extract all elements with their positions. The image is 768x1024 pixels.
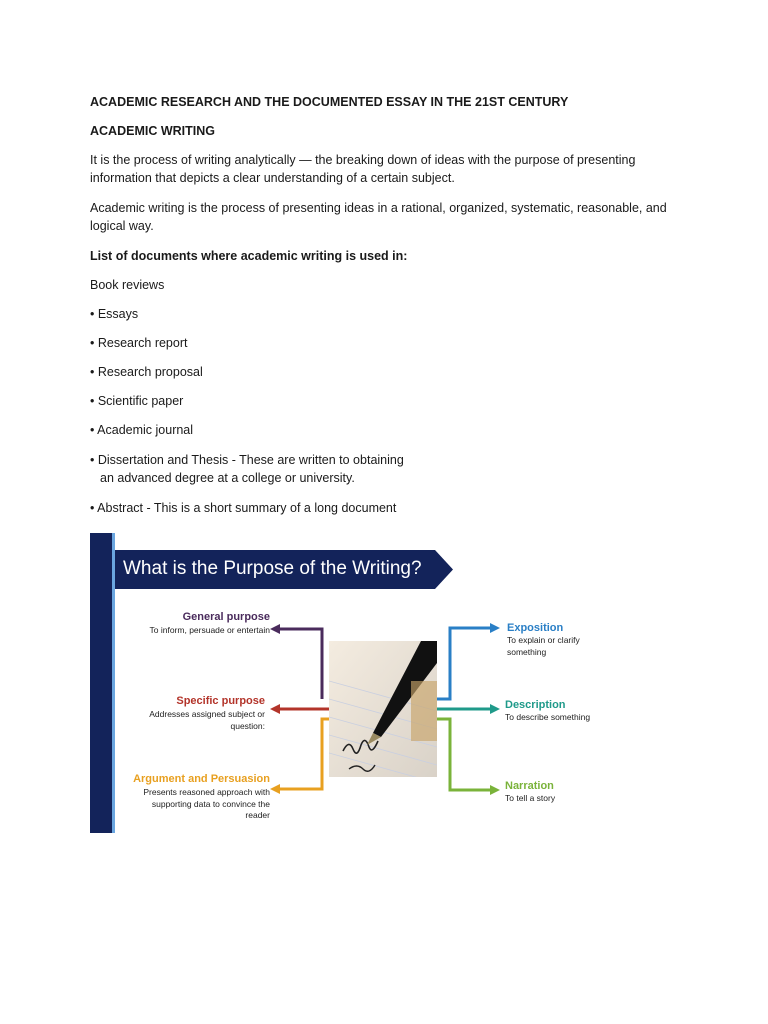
section-heading: ACADEMIC WRITING [90,124,215,138]
specific-purpose-desc: Addresses assigned subject or question: [149,709,265,731]
paragraph-2-line-2: logical way. [90,219,154,233]
list-item-continuation: an advanced degree at a college or university. [100,471,355,485]
general-purpose-title: General purpose [182,611,270,623]
list-heading: List of documents where academic writing is used in: [90,249,408,263]
general-purpose-desc: To inform, persuade or entertain [149,625,270,635]
exposition-desc: To explain or clarify something [507,635,580,657]
list-item: • Essays [90,307,139,321]
document-title: ACADEMIC RESEARCH AND THE DOCUMENTED ESSAY IN THE 21ST CENTURY [90,95,569,109]
paragraph-1-line-1: It is the process of writing analytically — the breaking down of ideas with the purpose of presenting [90,153,636,167]
banner-title: What is the Purpose of the Writing? [123,558,422,579]
list-item: • Abstract - This is a short summary of a long document [90,501,397,515]
argument-persuasion-desc: Presents reasoned approach with supporting data to convince the reader [143,787,270,820]
exposition-title: Exposition [507,622,564,634]
specific-purpose-title: Specific purpose [176,695,265,707]
list-item: • Scientific paper [90,394,184,408]
list-item: • Research report [90,336,188,350]
argument-persuasion-title: Argument and Persuasion [133,773,270,785]
list-item: Book reviews [90,278,165,292]
description-title: Description [505,699,566,711]
narration-desc: To tell a story [505,793,556,803]
fountain-pen-icon [329,641,437,777]
narration-title: Narration [505,780,554,792]
purpose-infographic [90,533,606,833]
description-desc: To describe something [505,712,591,722]
paragraph-1-line-2: information that depicts a clear understanding of a certain subject. [90,171,455,185]
list-item: • Dissertation and Thesis - These are written to obtaining [90,453,404,467]
paragraph-2-line-1: Academic writing is the process of presenting ideas in a rational, organized, systematic, reasonable, and [90,201,667,215]
list-item: • Research proposal [90,365,203,379]
list-item: • Academic journal [90,423,194,437]
